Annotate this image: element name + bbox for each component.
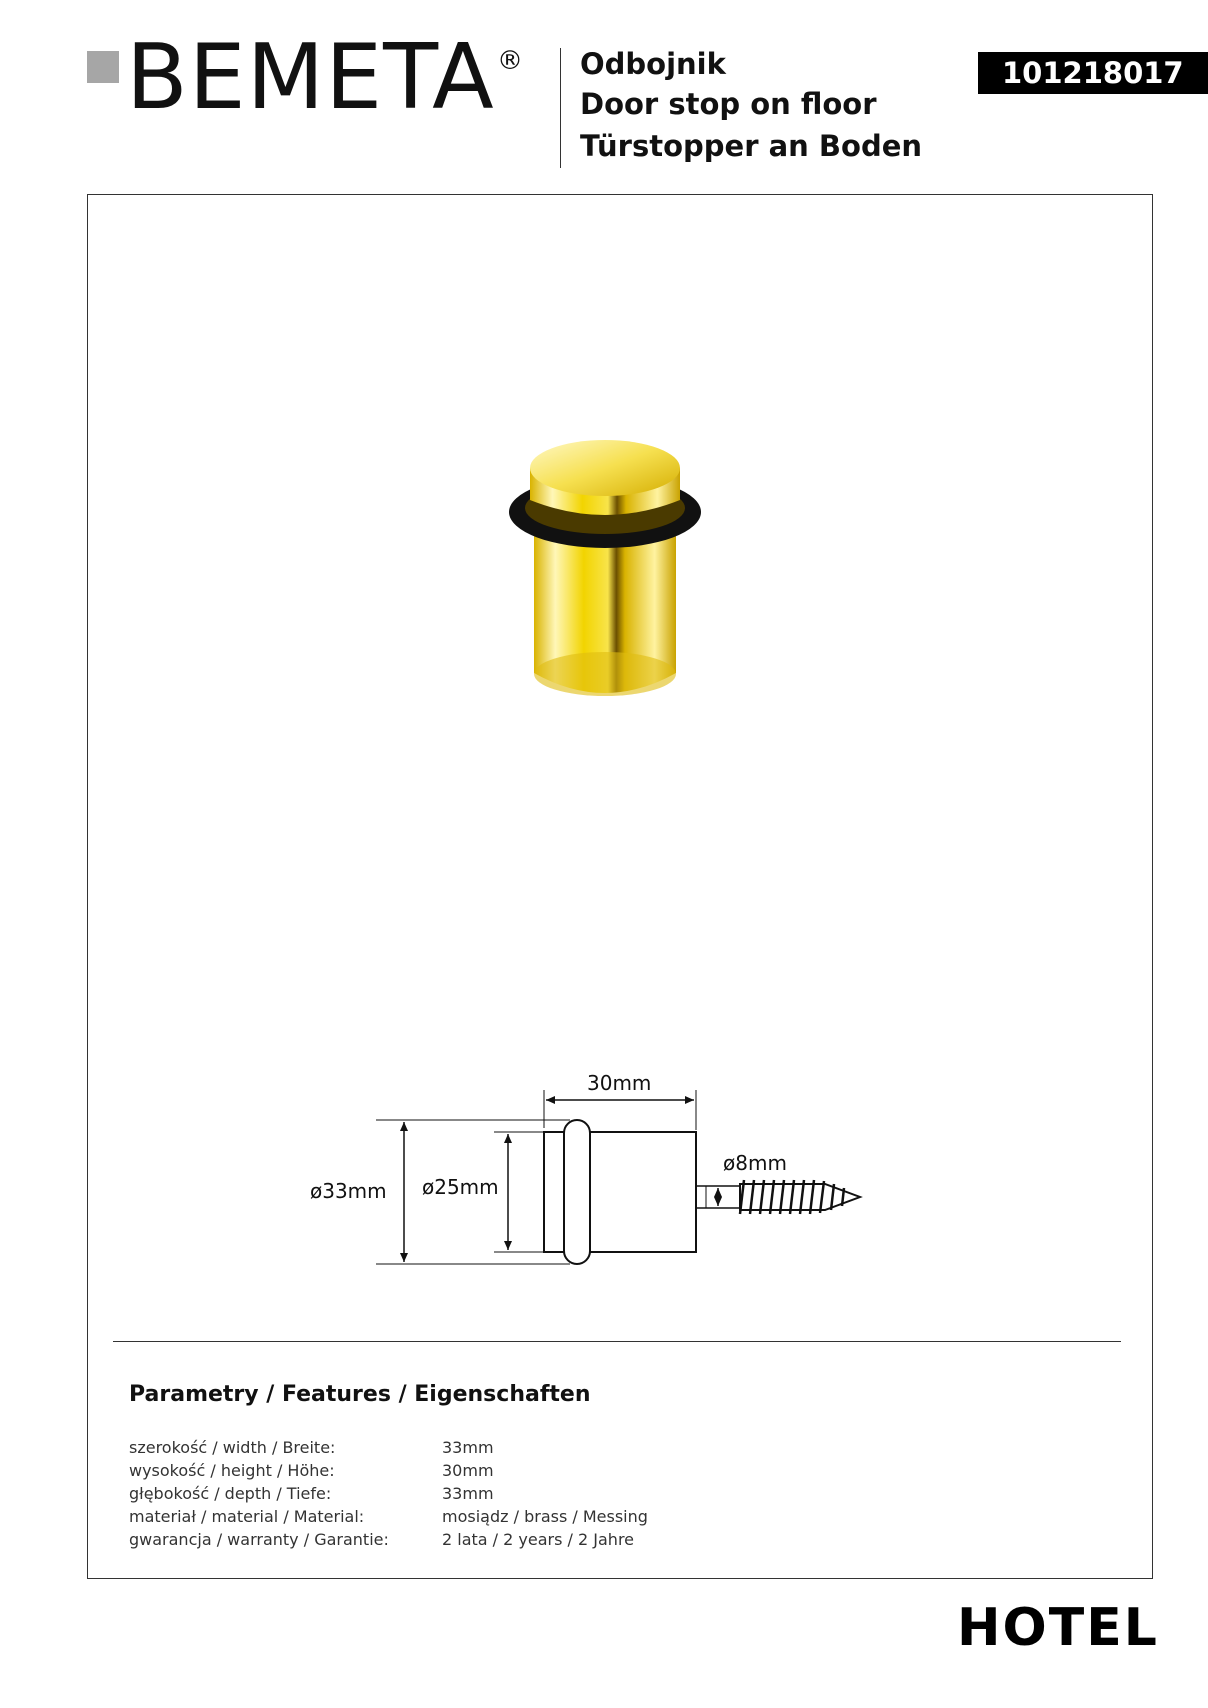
spec-label: gwarancja / warranty / Garantie: [129, 1530, 389, 1549]
brass-door-stop-photo [500, 428, 710, 718]
dim-length: 30mm [587, 1071, 652, 1095]
spec-label: materiał / material / Material: [129, 1507, 365, 1526]
spec-label: szerokość / width / Breite: [129, 1438, 336, 1457]
logo-square [87, 51, 119, 83]
registered-mark: ® [497, 46, 523, 76]
product-title-de: Türstopper an Boden [580, 129, 923, 163]
header-divider [560, 48, 561, 168]
dim-screw-diameter: ø8mm [723, 1151, 787, 1175]
dim-outer-diameter: ø33mm [310, 1179, 387, 1203]
spec-value: 33mm [442, 1484, 494, 1503]
spec-value: 2 lata / 2 years / 2 Jahre [442, 1530, 635, 1549]
spec-value: 33mm [442, 1438, 494, 1457]
features-heading: Parametry / Features / Eigenschaften [129, 1382, 591, 1407]
product-title-en: Door stop on floor [580, 87, 877, 121]
product-code: 101218017 [978, 52, 1208, 94]
product-title-pl: Odbojnik [580, 47, 726, 81]
door-stop-cap [530, 440, 680, 496]
spec-label: wysokość / height / Höhe: [129, 1461, 335, 1480]
technical-drawing [300, 1060, 880, 1280]
spec-label: głębokość / depth / Tiefe: [129, 1484, 332, 1503]
dim-inner-diameter: ø25mm [422, 1175, 499, 1199]
brand-logo: BEMETA [126, 25, 495, 130]
section-divider [113, 1341, 1121, 1342]
drawing-ring [564, 1120, 590, 1264]
collection-name: HOTEL [957, 1598, 1159, 1658]
spec-value: 30mm [442, 1461, 494, 1480]
content-frame [87, 194, 1153, 1579]
spec-value: mosiądz / brass / Messing [442, 1507, 648, 1526]
